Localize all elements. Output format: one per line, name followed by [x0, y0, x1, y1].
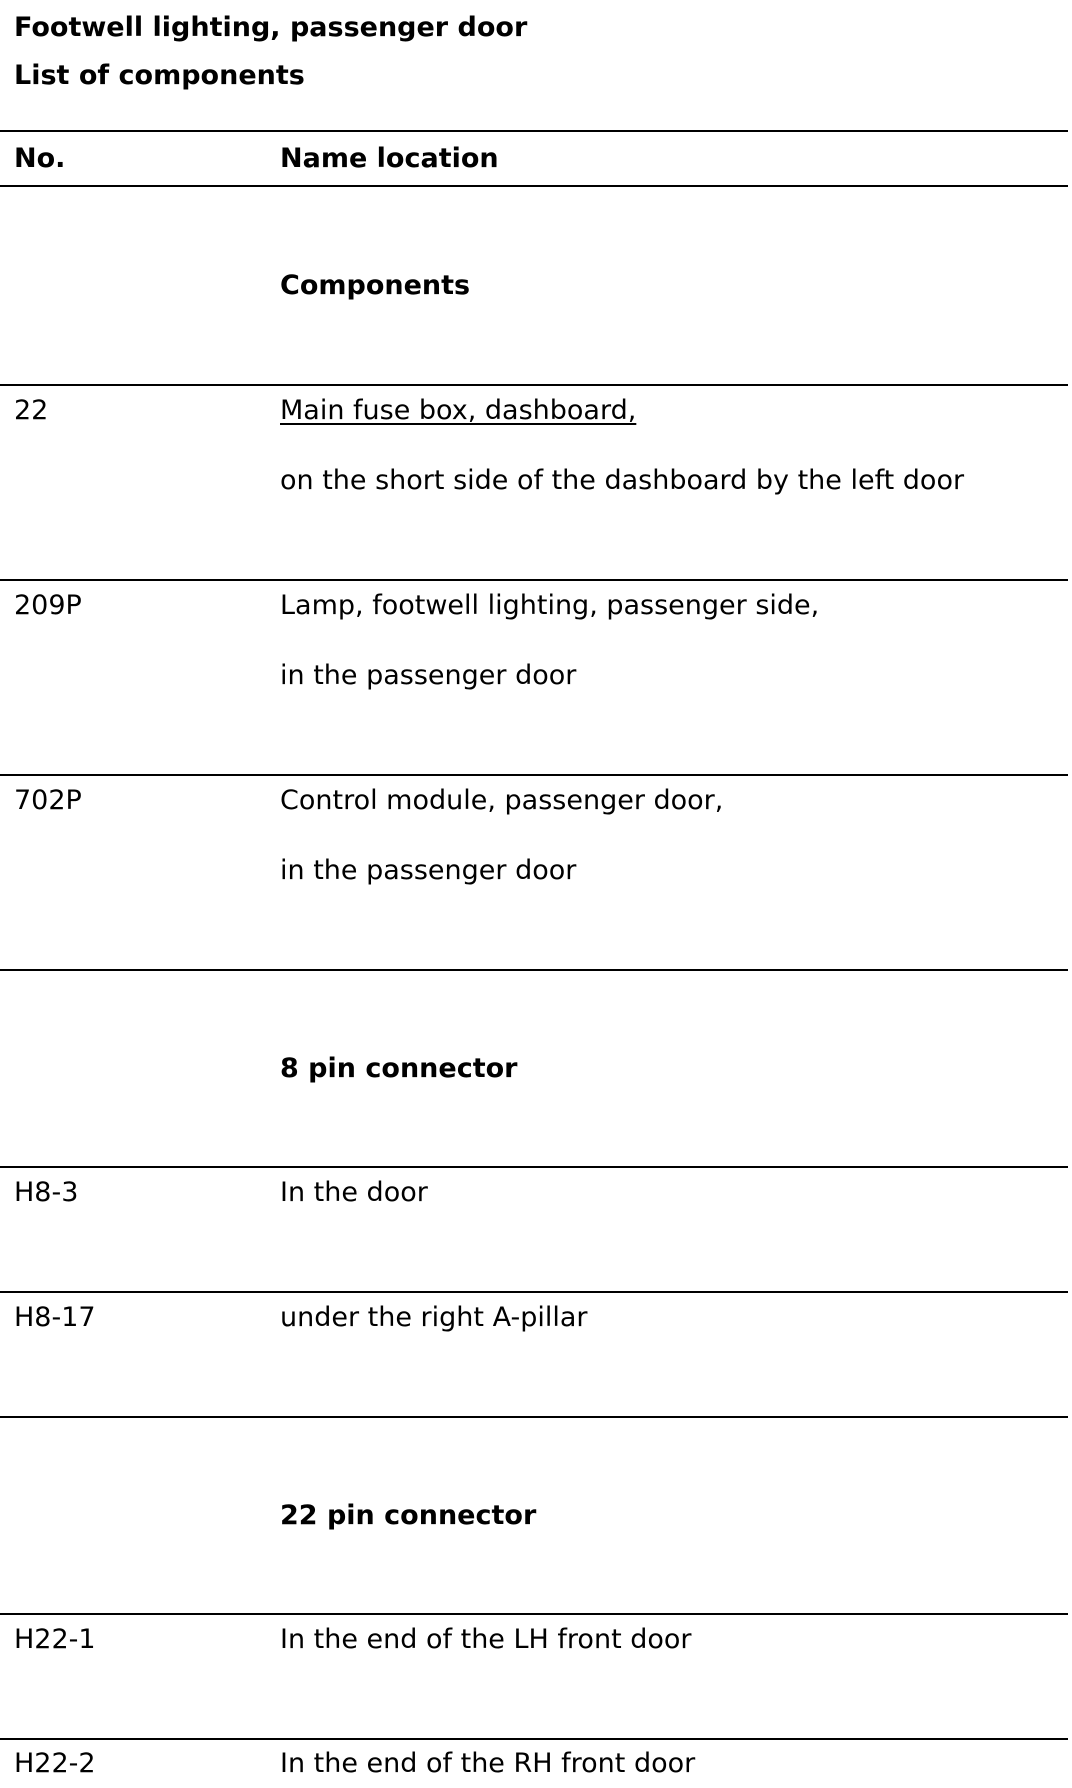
row-number: H8-17	[14, 1302, 96, 1333]
row-location: In the end of the LH front door	[280, 1624, 692, 1655]
component-link-main-fuse-box[interactable]: Main fuse box, dashboard,	[280, 395, 637, 426]
divider	[0, 130, 1068, 132]
page-subtitle: List of components	[14, 60, 305, 91]
row-number: 702P	[14, 785, 82, 816]
row-location: in the passenger door	[280, 855, 577, 886]
row-name: Lamp, footwell lighting, passenger side,	[280, 590, 820, 621]
divider	[0, 969, 1068, 971]
divider	[0, 1166, 1068, 1168]
divider	[0, 1613, 1068, 1615]
section-heading-22-pin-connector: 22 pin connector	[280, 1500, 537, 1531]
section-heading-components: Components	[280, 270, 471, 301]
divider	[0, 579, 1068, 581]
row-number: 22	[14, 395, 49, 426]
row-location: In the door	[280, 1177, 428, 1208]
row-location: In the end of the RH front door	[280, 1748, 696, 1779]
row-location: on the short side of the dashboard by the left door	[280, 465, 965, 496]
column-header-name-location: Name location	[280, 143, 499, 174]
row-number: 209P	[14, 590, 82, 621]
row-number: H8-3	[14, 1177, 79, 1208]
divider	[0, 185, 1068, 187]
row-name: Control module, passenger door,	[280, 785, 724, 816]
divider	[0, 774, 1068, 776]
column-header-no: No.	[14, 143, 66, 174]
row-location: in the passenger door	[280, 660, 577, 691]
row-location: under the right A-pillar	[280, 1302, 588, 1333]
divider	[0, 1291, 1068, 1293]
divider	[0, 384, 1068, 386]
row-number: H22-1	[14, 1624, 96, 1655]
row-number: H22-2	[14, 1748, 96, 1779]
section-heading-8-pin-connector: 8 pin connector	[280, 1053, 518, 1084]
page-title: Footwell lighting, passenger door	[14, 12, 528, 43]
divider	[0, 1416, 1068, 1418]
divider	[0, 1738, 1068, 1740]
